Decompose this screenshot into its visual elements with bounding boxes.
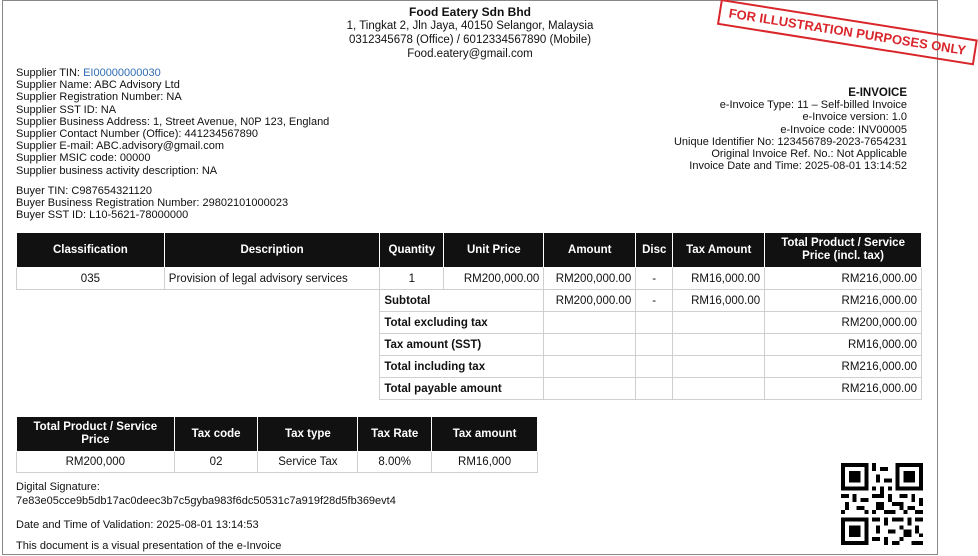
cell-total: RM216,000.00 [765, 268, 922, 290]
company-header [3, 5, 937, 61]
col-header: Tax type [258, 417, 358, 452]
einvoice-version: e-Invoice version: 1.0 [802, 111, 907, 124]
einvoice-code: e-Invoice code: INV00005 [780, 123, 907, 136]
total-incl-tax-value: RM216,000.00 [765, 356, 922, 378]
total-excl-tax-value: RM200,000.00 [765, 312, 922, 334]
col-header: Unit Price [444, 233, 544, 268]
tax-summary-table [16, 416, 538, 473]
digital-signature-value: 7e83e05cce9b5db17ac0deec3b7c5gyba983f6dc50531c7a919f28d5fb369evt4 [16, 495, 396, 507]
col-header: Tax amount [432, 417, 538, 452]
col-header: Classification [17, 233, 165, 268]
validation-datetime: Date and Time of Validation: 2025-08-01 13:14:53 [16, 519, 259, 531]
buyer-registration: Buyer Business Registration Number: 29802101000023 [16, 197, 289, 210]
tax-amount: RM16,000 [432, 452, 538, 473]
cell-quantity: 1 [380, 268, 444, 290]
company-name: Food Eatery Sdn Bhd [408, 5, 531, 19]
tax-code: 02 [174, 452, 258, 473]
supplier-sst-id: Supplier SST ID: NA [16, 103, 117, 116]
cell-tax-amount: RM16,000.00 [673, 268, 765, 290]
einvoice-title: E-INVOICE [848, 87, 907, 99]
tax-price: RM200,000 [17, 452, 175, 473]
einvoice-original-ref: Original Invoice Ref. No.: Not Applicable [711, 148, 907, 161]
company-email: Food.eatery@gmail.com [407, 48, 533, 60]
supplier-registration: Supplier Registration Number: NA [16, 91, 182, 104]
col-header: Description [164, 233, 380, 268]
buyer-sst-id: Buyer SST ID: L10-5621-78000000 [16, 209, 189, 222]
cell-unit-price: RM200,000.00 [444, 268, 544, 290]
buyer-details [16, 185, 288, 222]
tax-summary-header [17, 417, 538, 452]
line-items-table [16, 232, 922, 400]
subtotal-amount: RM200,000.00 [544, 290, 636, 312]
supplier-name: Supplier Name: ABC Advisory Ltd [16, 79, 180, 92]
col-header: Tax Rate [358, 417, 432, 452]
supplier-activity: Supplier business activity description: NA [16, 164, 218, 177]
subtotal-label: Subtotal [380, 290, 544, 312]
invoice-page [2, 0, 967, 555]
subtotal-disc: - [636, 290, 673, 312]
table-row [17, 452, 538, 473]
supplier-details [16, 67, 329, 177]
einvoice-details [674, 87, 907, 172]
total-payable-value: RM216,000.00 [765, 378, 922, 400]
einvoice-datetime: Invoice Date and Time: 2025-08-01 13:14:52 [689, 160, 907, 173]
line-items-header [17, 233, 922, 268]
total-excl-tax-label: Total excluding tax [380, 312, 544, 334]
illustration-stamp: FOR ILLUSTRATION PURPOSES ONLY [717, 0, 978, 65]
supplier-tin-label: Supplier TIN: [16, 67, 84, 79]
company-phone: 0312345678 (Office) / 6012334567890 (Mobile) [348, 34, 592, 46]
einvoice-type: e-Invoice Type: 11 – Self-billed Invoice [719, 99, 907, 112]
supplier-contact: Supplier Contact Number (Office): 441234567890 [16, 128, 258, 141]
supplier-tin [16, 67, 329, 79]
col-header: Tax code [174, 417, 258, 452]
digital-signature-label: Digital Signature: [16, 481, 100, 493]
cell-classification: 035 [17, 268, 165, 290]
col-header: Total Product / Service Price (incl. tax) [765, 233, 922, 268]
tax-rate: 8.00% [358, 452, 432, 473]
buyer-tin: Buyer TIN: C987654321120 [16, 185, 152, 197]
table-row [17, 268, 922, 290]
subtotal-row [17, 290, 922, 312]
cell-amount: RM200,000.00 [544, 268, 636, 290]
col-header: Quantity [380, 233, 444, 268]
supplier-email: Supplier E-mail: ABC.advisory@gmail.com [16, 140, 225, 153]
supplier-msic: Supplier MSIC code: 00000 [16, 152, 151, 165]
tax-amount-value: RM16,000.00 [765, 334, 922, 356]
cell-disc: - [636, 268, 673, 290]
supplier-tin-value: EI00000000030 [83, 67, 161, 79]
subtotal-tax: RM16,000.00 [673, 290, 765, 312]
company-address: 1, Tingkat 2, Jln Jaya, 40150 Selangor, Malaysia [346, 20, 594, 32]
total-incl-tax-label: Total including tax [380, 356, 544, 378]
tax-amount-label: Tax amount (SST) [380, 334, 544, 356]
col-header: Amount [544, 233, 636, 268]
subtotal-total: RM216,000.00 [765, 290, 922, 312]
qr-code-icon [841, 463, 923, 545]
document-note: This document is a visual presentation of the e-Invoice [16, 540, 282, 552]
col-header: Total Product / Service Price [17, 417, 175, 452]
col-header: Disc [636, 233, 673, 268]
supplier-address: Supplier Business Address: 1, Street Avenue, N0P 123, England [16, 115, 330, 128]
einvoice-uid: Unique Identifier No: 123456789-2023-7654231 [673, 135, 907, 148]
cell-description: Provision of legal advisory services [164, 268, 380, 290]
total-payable-label: Total payable amount [380, 378, 544, 400]
tax-type: Service Tax [258, 452, 358, 473]
col-header: Tax Amount [673, 233, 765, 268]
